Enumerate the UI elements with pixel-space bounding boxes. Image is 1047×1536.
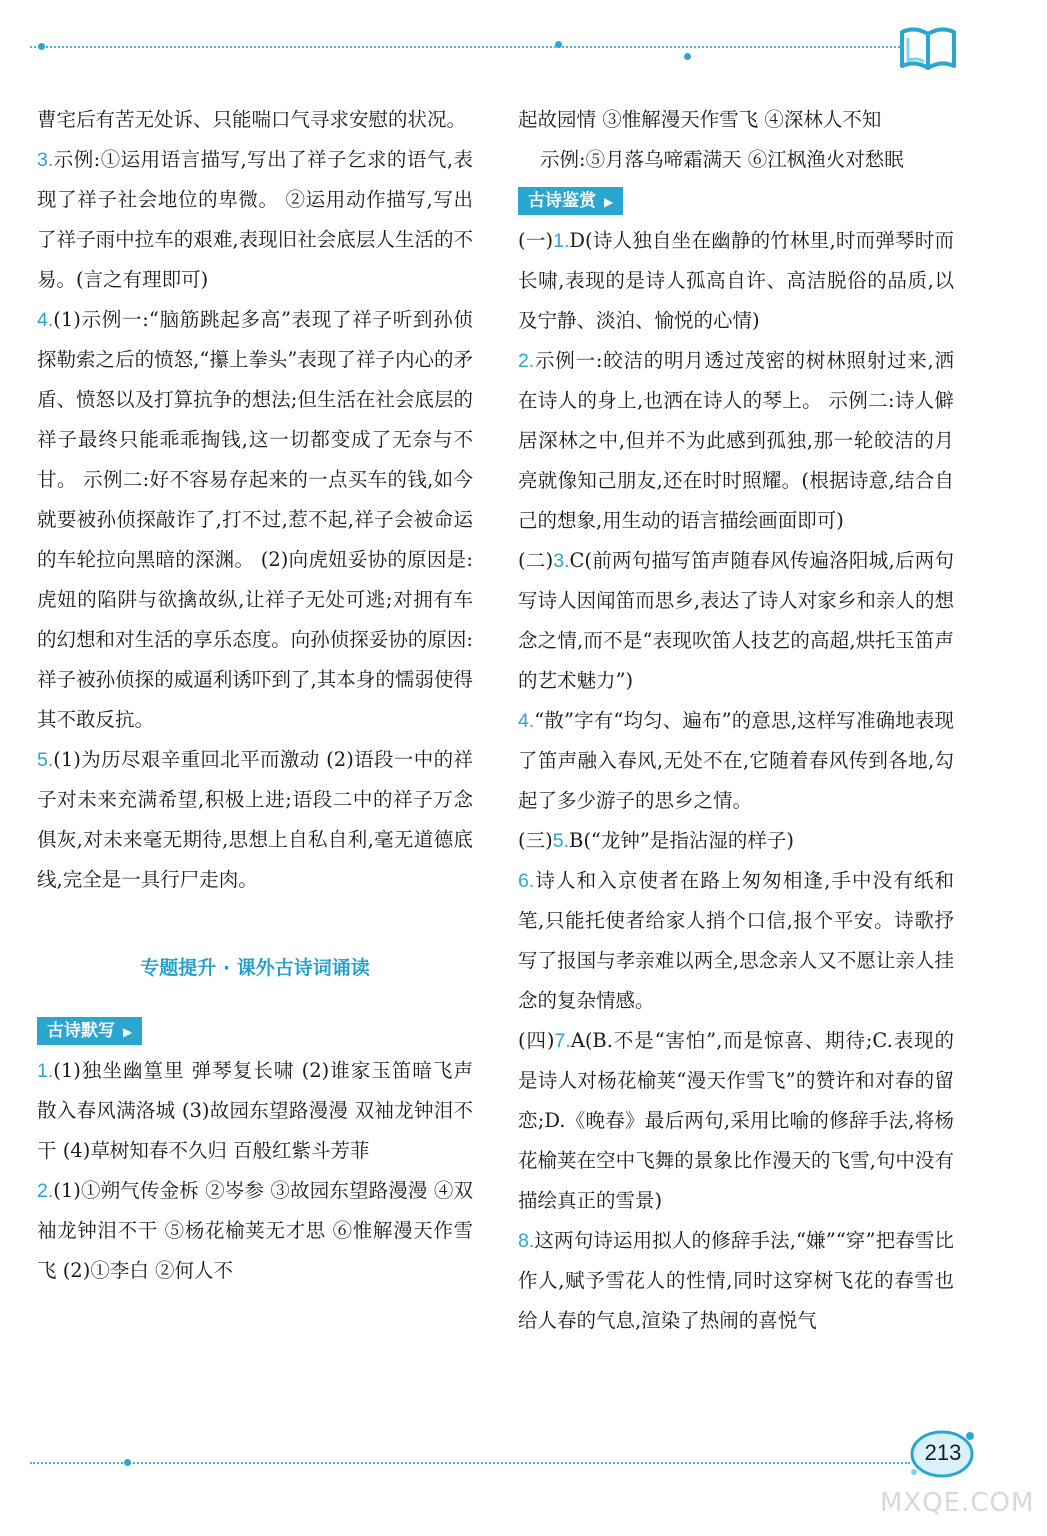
answer-text: (1)示例一:“脑筋跳起多高”表现了祥子听到孙侦探勒索之后的愤怒,“攥上拳头”表现了祥子内心的矛盾、愤怒以及打算抗争的想法;但生活在社会底层的祥子最终只能乖乖掏钱,这一切都变成了无奈与不甘。 示例二:好不容易存起来的一点买车的钱,如今就要被孙侦探敲诈了,打不过,惹不起,祥子会被命运的车轮拉向黑暗的深渊。 (2)向虎妞妥协的原因是:虎妞的陷阱与欲擒故纵,让祥子无处可逃;对拥有车的幻想和对生活的享乐态度。向孙侦探妥协的原因:祥子被孙侦探的威逼利诱吓到了,其本身的懦弱使得其不敢反抗。 bbox=[37, 308, 473, 731]
question-number: 1. bbox=[37, 1060, 54, 1082]
question-number: 8. bbox=[518, 1230, 535, 1252]
answer-text: B(“龙钟”是指沾湿的样子) bbox=[568, 829, 794, 852]
section-title: 专题提升 · 课外古诗词诵读 bbox=[140, 957, 370, 979]
answer-text: (1)①朔气传金柝 ②岑参 ③故园东望路漫漫 ④双袖龙钟泪不干 ⑤杨花榆荚无才思 ⑥惟解漫天作雪飞 (2)①李白 ②何人不 bbox=[37, 1179, 473, 1282]
answer-text: 示例:①运用语言描写,写出了祥子乞求的语气,表现了祥子社会地位的卑微。 ②运用动作描写,写出了祥子雨中拉车的艰难,表现旧社会底层人生活的不易。(言之有理即可) bbox=[37, 148, 473, 291]
question-number: 2. bbox=[518, 350, 535, 372]
question-number: 2. bbox=[37, 1180, 54, 1202]
paragraph: 曹宅后有苦无处诉、只能喘口气寻求安慰的状况。 bbox=[37, 108, 467, 131]
top-dotted-rule bbox=[30, 46, 900, 48]
bottom-rule-dot bbox=[124, 1459, 131, 1466]
answer-a5 bbox=[518, 821, 954, 861]
play-arrow-icon: ▶ bbox=[123, 1025, 133, 1039]
answer-3 bbox=[37, 140, 473, 300]
answer-a8 bbox=[518, 1221, 954, 1341]
left-column bbox=[37, 100, 473, 1291]
watermark: MXQE.COM bbox=[880, 1488, 1035, 1518]
answer-text: 示例一:皎洁的明月透过茂密的树林照射过来,洒在诗人的身上,也洒在诗人的琴上。 示例二:诗人僻居深林之中,但并不为此感到孤独,那一轮皎洁的月亮就像知己朋友,还在时时照耀。(根据诗意,结合自己的想象,用生动的语言描绘画面即可) bbox=[518, 349, 954, 532]
question-number: 7. bbox=[554, 1030, 571, 1052]
question-number: 6. bbox=[518, 870, 535, 892]
tag-label: 古诗鉴赏 bbox=[528, 191, 596, 211]
answer-a6 bbox=[518, 861, 954, 1021]
answer-text: D(诗人独自坐在幽静的竹林里,时而弹琴时而长啸,表现的是诗人孤高自许、高洁脱俗的品质,以及宁静、淡泊、愉悦的心情) bbox=[518, 229, 954, 332]
answer-text: C(前两句描写笛声随春风传遍洛阳城,后两句写诗人因闻笛而思乡,表达了诗人对家乡和亲人的想念之情,而不是“表现吹笛人技艺的高超,烘托玉笛声的艺术魅力”) bbox=[518, 549, 954, 692]
answer-g2 bbox=[37, 1171, 473, 1291]
question-number: 5. bbox=[37, 749, 54, 771]
section-tag-poem-dictation bbox=[37, 1017, 142, 1045]
tag-label: 古诗默写 bbox=[47, 1021, 115, 1041]
answer-a7 bbox=[518, 1021, 954, 1221]
question-number: 4. bbox=[518, 710, 535, 732]
question-number: 5. bbox=[552, 830, 569, 852]
answer-text: A(B.不是“害怕”,而是惊喜、期待;C.表现的是诗人对杨花榆荚“漫天作雪飞”的赞许和对春的留恋;D.《晚春》最后两句,采用比喻的修辞手法,将杨花榆荚在空中飞舞的景象比作漫天的飞雪,句中没有描绘真正的雪景) bbox=[518, 1029, 954, 1212]
top-rule-dot bbox=[684, 53, 691, 60]
page-number: 213 bbox=[924, 1440, 962, 1465]
answer-5 bbox=[37, 740, 473, 900]
section-tag-poem-appreciation bbox=[518, 187, 623, 215]
question-number: 4. bbox=[37, 309, 54, 331]
answer-a1 bbox=[518, 221, 954, 341]
answer-g1 bbox=[37, 1051, 473, 1171]
answer-text: (1)为历尽艰辛重回北平而激动 (2)语段一中的祥子对未来充满希望,积极上进;语段二中的祥子万念俱灰,对未来毫无期待,思想上自私自利,毫无道德底线,完全是一具行尸走肉。 bbox=[37, 748, 473, 891]
question-number: 3. bbox=[553, 550, 570, 572]
question-number: 3. bbox=[37, 149, 54, 171]
top-rule-dot bbox=[555, 41, 562, 48]
answer-text: 这两句诗运用拟人的修辞手法,“嫌”“穿”把春雪比作人,赋予雪花人的性情,同时这穿树飞花的春雪也给人春的气息,渲染了热闹的喜悦气 bbox=[518, 1229, 954, 1332]
answer-4 bbox=[37, 300, 473, 740]
play-arrow-icon: ▶ bbox=[604, 195, 614, 209]
group-prefix: (一) bbox=[518, 229, 554, 252]
bottom-dotted-rule bbox=[30, 1462, 910, 1464]
answer-text: 诗人和入京使者在路上匆匆相逢,手中没有纸和笔,只能托使者给家人捎个口信,报个平安。诗歌抒写了报国与孝亲难以两全,思念亲人又不愿让亲人挂念的复杂情感。 bbox=[518, 869, 954, 1012]
group-prefix: (三) bbox=[518, 829, 553, 852]
right-column bbox=[518, 100, 954, 1341]
answer-text: (1)独坐幽篁里 弹琴复长啸 (2)谁家玉笛暗飞声 散入春风满洛城 (3)故园东望路漫漫 双袖龙钟泪不干 (4)草树知春不久归 百般红紫斗芳菲 bbox=[37, 1059, 473, 1162]
answer-text: “散”字有“均匀、遍布”的意思,这样写准确地表现了笛声融入春风,无处不在,它随着春风传到各地,勾起了多少游子的思乡之情。 bbox=[518, 709, 954, 812]
question-number: 1. bbox=[553, 230, 570, 252]
answer-a2 bbox=[518, 341, 954, 541]
open-book-icon bbox=[898, 24, 958, 72]
paragraph: 起故园情 ③惟解漫天作雪飞 ④深林人不知 bbox=[518, 108, 882, 131]
answer-a4 bbox=[518, 701, 954, 821]
paragraph: 示例:⑤月落乌啼霜满天 ⑥江枫渔火对愁眠 bbox=[540, 148, 904, 171]
top-rule-dot bbox=[38, 43, 45, 50]
group-prefix: (四) bbox=[518, 1029, 555, 1052]
group-prefix: (二) bbox=[518, 549, 554, 572]
answer-a3 bbox=[518, 541, 954, 701]
